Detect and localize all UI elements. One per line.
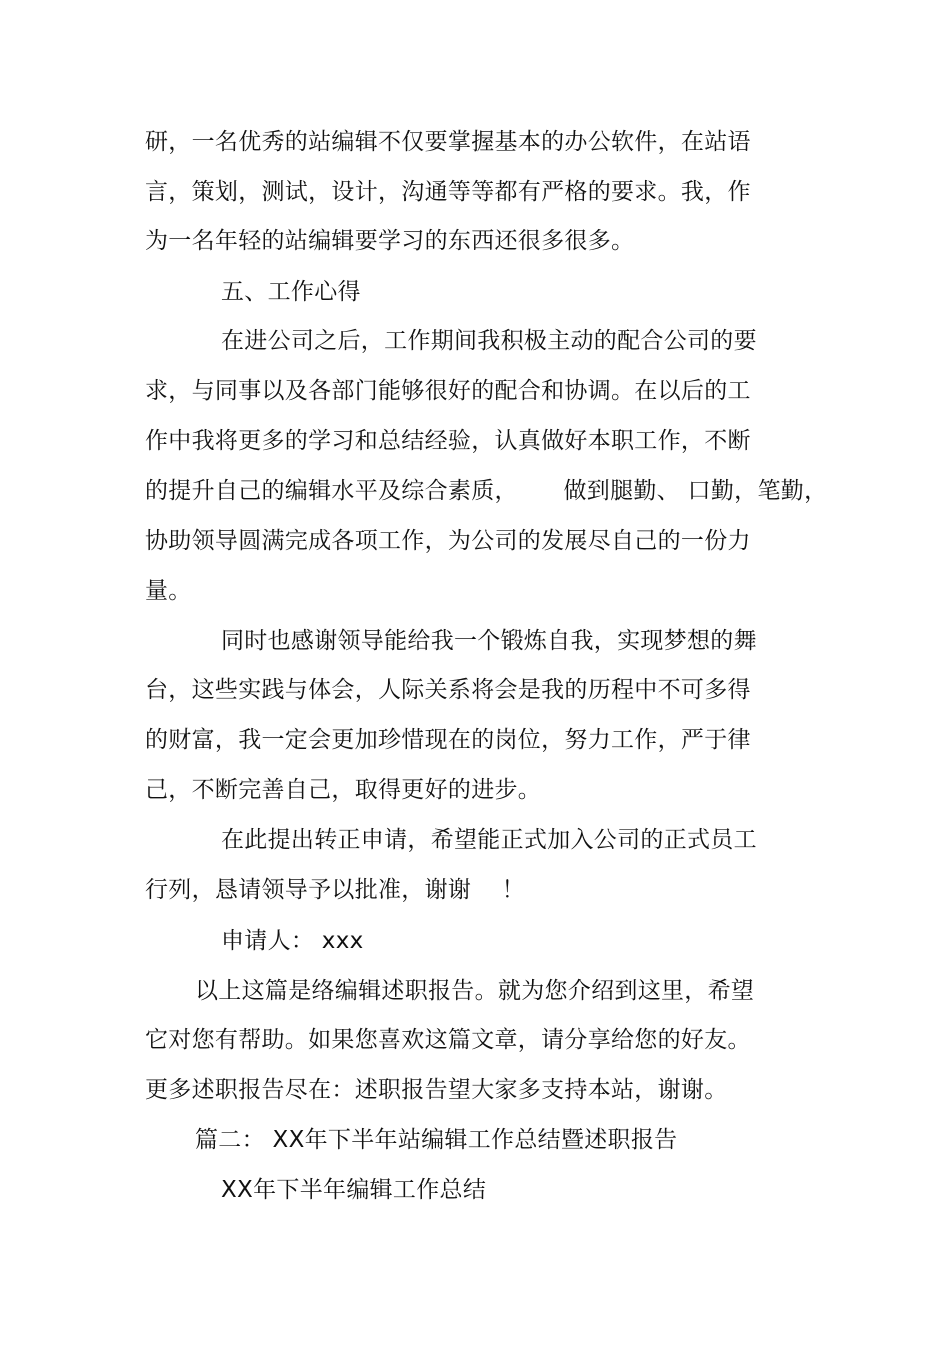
paragraph-line: 求，与同事以及各部门能够很好的配合和协调。在以后的工 <box>145 378 751 404</box>
applicant-line: 申请人： xxx <box>221 928 364 954</box>
paragraph-line: 的财富，我一定会更加珍惜现在的岗位，努力工作，严于律 <box>145 727 751 753</box>
paragraph-line: 作中我将更多的学习和总结经验，认真做好本职工作，不断 <box>145 428 751 454</box>
paragraph-line: 的提升自己的编辑水平及综合素质， 做到腿勤、 口勤，笔勤， <box>145 478 828 504</box>
paragraph-line: 协助领导圆满完成各项工作，为公司的发展尽自己的一份力 <box>145 528 751 554</box>
paragraph-line: 台，这些实践与体会，人际关系将会是我的历程中不可多得 <box>145 677 751 703</box>
section-heading: 五、工作心得 <box>221 279 361 305</box>
paragraph-line: 己，不断完善自己，取得更好的进步。 <box>145 777 542 803</box>
paragraph-line: 行列，恳请领导予以批准，谢谢 ！ <box>145 877 525 903</box>
paragraph-line: 它对您有帮助。如果您喜欢这篇文章，请分享给您的好友。 <box>145 1027 751 1053</box>
paragraph-line: 量。 <box>145 578 192 604</box>
paragraph-line: 更多述职报告尽在：述职报告望大家多支持本站，谢谢。 <box>145 1077 728 1103</box>
paragraph-line: 在此提出转正申请，希望能正式加入公司的正式员工 <box>221 827 757 853</box>
paragraph-line: 言，策划，测试，设计，沟通等等都有严格的要求。我，作 <box>145 179 751 205</box>
paragraph-line: 在进公司之后，工作期间我积极主动的配合公司的要 <box>221 328 757 354</box>
paragraph-line: 以上这篇是络编辑述职报告。就为您介绍到这里，希望 <box>195 978 755 1004</box>
paragraph-line: 为一名年轻的站编辑要学习的东西还很多很多。 <box>145 228 635 254</box>
paragraph-line: 同时也感谢领导能给我一个锻炼自我，实现梦想的舞 <box>221 628 757 654</box>
paragraph-line: 研，一名优秀的站编辑不仅要掌握基本的办公软件，在站语 <box>145 129 751 155</box>
document-title: XX年下半年编辑工作总结 <box>221 1177 487 1203</box>
chapter-heading: 篇二： XX年下半年站编辑工作总结暨述职报告 <box>195 1127 678 1153</box>
